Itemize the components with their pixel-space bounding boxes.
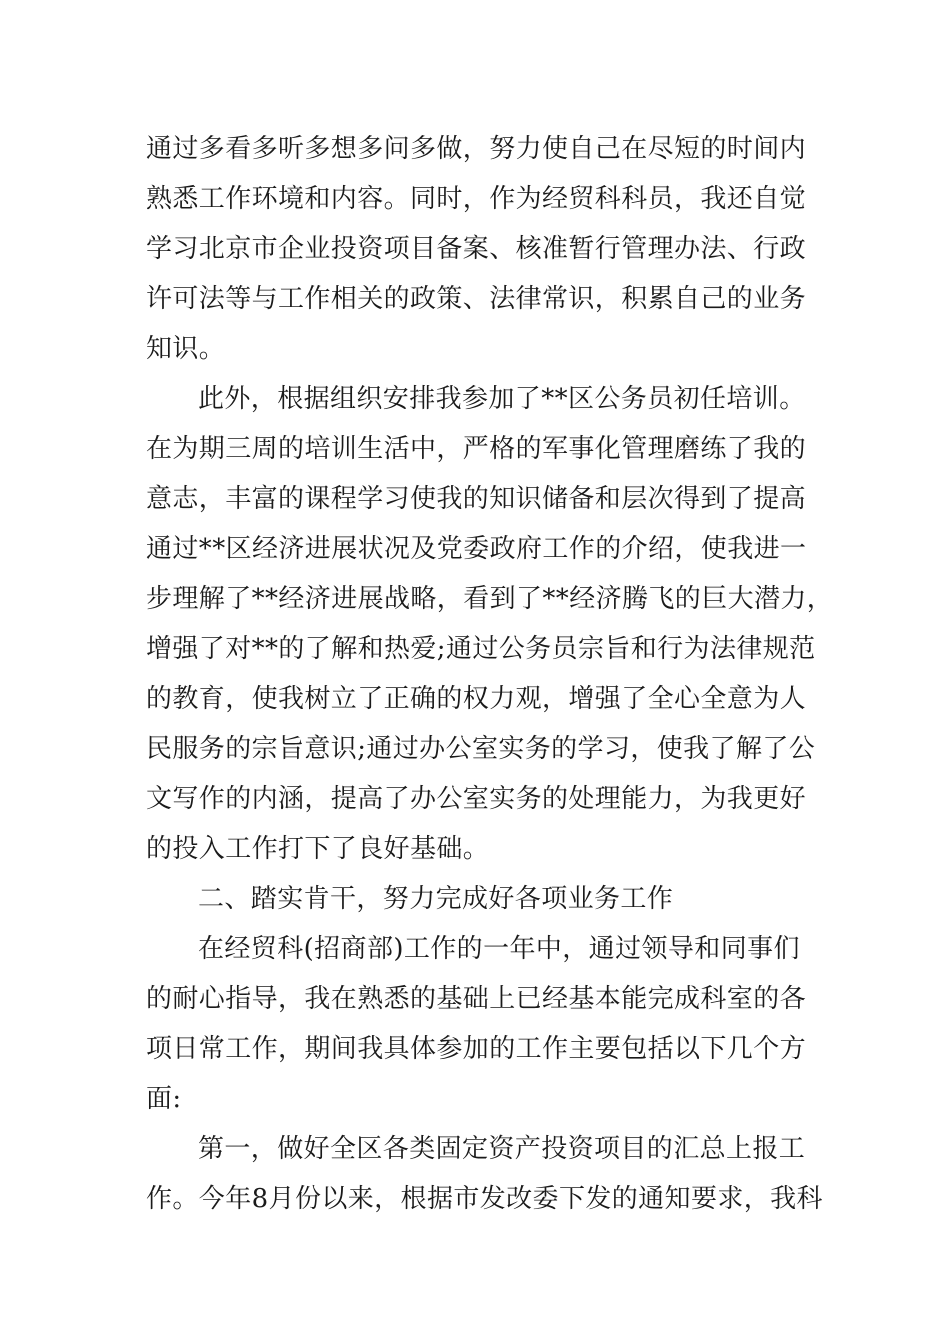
text-line: 步理解了**经济进展战略，看到了**经济腾飞的巨大潜力，: [146, 584, 834, 614]
document-body: [146, 124, 836, 1224]
text-line: 意志，丰富的课程学习使我的知识储备和层次得到了提高: [146, 484, 807, 514]
text-line: 文写作的内涵，提高了办公室实务的处理能力，为我更好: [146, 784, 807, 814]
section-heading: 二、踏实肯干，努力完成好各项业务工作: [198, 884, 674, 914]
text-line: 许可法等与工作相关的政策、法律常识，积累自己的业务: [146, 284, 807, 314]
text-line: 的教育，使我树立了正确的权力观，增强了全心全意为人: [146, 684, 807, 714]
paragraph-start-line: 此外，根据组织安排我参加了**区公务员初任培训。: [198, 384, 806, 414]
text-line: 作。今年8月份以来，根据市发改委下发的通知要求，我科: [146, 1184, 823, 1214]
text-line: 熟悉工作环境和内容。同时，作为经贸科科员，我还自觉: [146, 184, 807, 214]
text-line: 民服务的宗旨意识;通过办公室实务的学习，使我了解了公: [146, 734, 816, 764]
text-line: 通过多看多听多想多问多做，努力使自己在尽短的时间内: [146, 134, 807, 164]
text-line: 在为期三周的培训生活中，严格的军事化管理磨练了我的: [146, 434, 807, 464]
text-line: 通过**区经济进展状况及党委政府工作的介绍，使我进一: [146, 534, 807, 564]
text-line: 学习北京市企业投资项目备案、核准暂行管理办法、行政: [146, 234, 807, 264]
text-line: 面:: [146, 1084, 182, 1114]
text-line: 知识。: [146, 334, 226, 364]
paragraph-start-line: 在经贸科(招商部)工作的一年中，通过领导和同事们: [198, 934, 800, 964]
text-line: 项日常工作，期间我具体参加的工作主要包括以下几个方: [146, 1034, 807, 1064]
text-line: 增强了对**的了解和热爱;通过公务员宗旨和行为法律规范: [146, 634, 816, 664]
paragraph-start-line: 第一，做好全区各类固定资产投资项目的汇总上报工: [198, 1134, 806, 1164]
text-line: 的投入工作打下了良好基础。: [146, 834, 490, 864]
text-line: 的耐心指导，我在熟悉的基础上已经基本能完成科室的各: [146, 984, 807, 1014]
